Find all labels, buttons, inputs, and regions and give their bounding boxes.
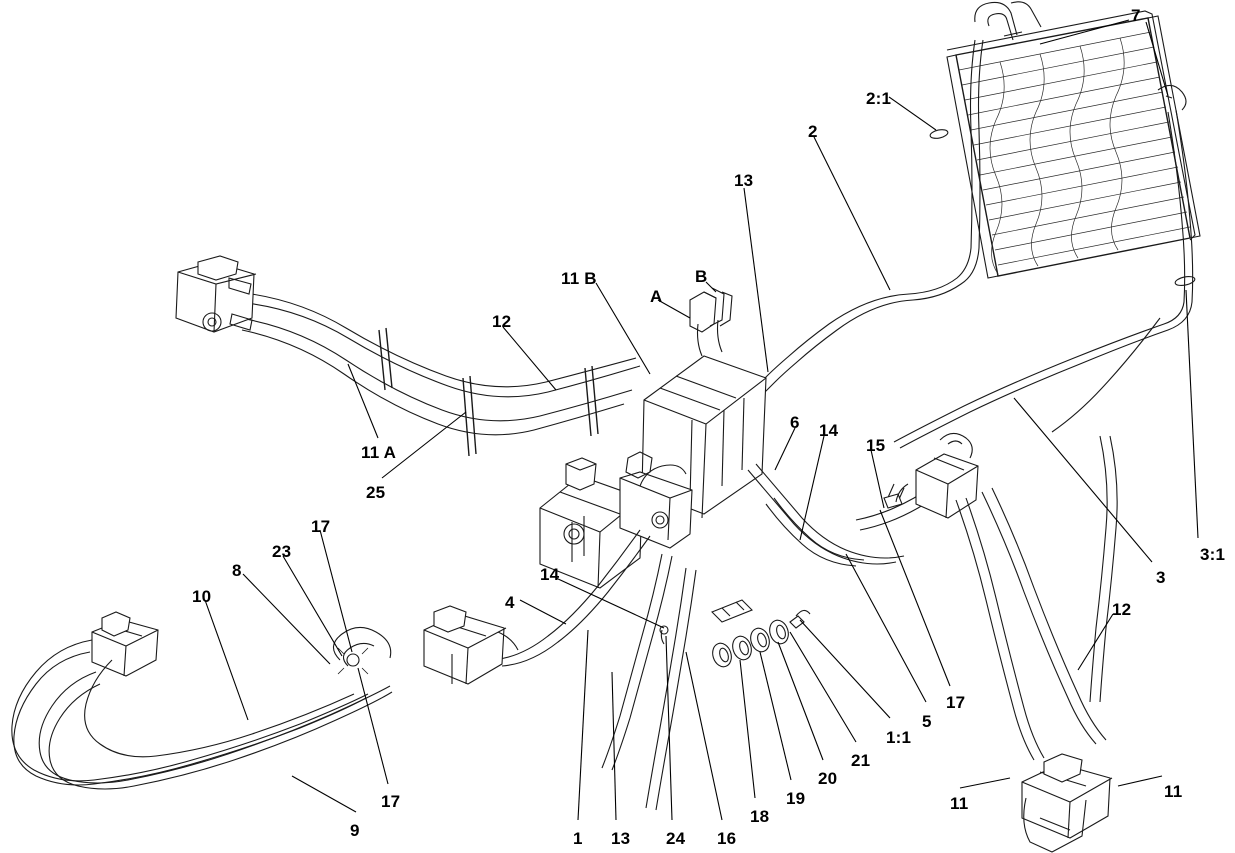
callout-13-bottom: 13 bbox=[611, 829, 631, 848]
callout-7: 7 bbox=[1131, 6, 1141, 25]
callout-20: 20 bbox=[818, 769, 838, 788]
callout-6: 6 bbox=[790, 413, 800, 432]
callout-17-a: 17 bbox=[311, 517, 331, 536]
callout-11-b: 11 B bbox=[561, 269, 597, 288]
callout-11-d: 11 bbox=[1164, 782, 1183, 801]
callout-4: 4 bbox=[505, 593, 515, 612]
callout-18: 18 bbox=[750, 807, 770, 826]
callout-16: 16 bbox=[717, 829, 737, 848]
callout-port-b: B bbox=[695, 267, 708, 286]
callout-17-b: 17 bbox=[946, 693, 966, 712]
lower-right-pump bbox=[1022, 754, 1112, 852]
callout-15: 15 bbox=[866, 436, 886, 455]
callout-port-a: A bbox=[650, 287, 663, 306]
left-top-pump bbox=[176, 256, 256, 332]
callout-13-top: 13 bbox=[734, 171, 754, 190]
callout-11-a: 11 A bbox=[361, 443, 397, 462]
hose-network bbox=[12, 40, 1196, 852]
callout-3-1: 3:1 bbox=[1200, 545, 1226, 564]
center-valve-stack bbox=[540, 288, 766, 588]
callout-2: 2 bbox=[808, 122, 818, 141]
callout-10: 10 bbox=[192, 587, 212, 606]
callout-17-c: 17 bbox=[381, 792, 401, 811]
callout-14-a: 14 bbox=[819, 421, 839, 440]
coupling-14 bbox=[712, 600, 752, 622]
oil-cooler bbox=[947, 2, 1200, 278]
callout-14-b: 14 bbox=[540, 565, 560, 584]
callout-24: 24 bbox=[666, 829, 686, 848]
callout-3: 3 bbox=[1156, 568, 1166, 587]
callout-25: 25 bbox=[366, 483, 386, 502]
callout-9: 9 bbox=[350, 821, 360, 840]
callout-1: 1 bbox=[573, 829, 583, 848]
callout-12-bottom: 12 bbox=[1112, 600, 1132, 619]
callout-1-1: 1:1 bbox=[886, 728, 912, 747]
callout-8: 8 bbox=[232, 561, 242, 580]
left-bottom-pump bbox=[92, 612, 158, 676]
right-manifold bbox=[896, 433, 978, 518]
callout-2-1: 2:1 bbox=[866, 89, 892, 108]
lower-left-valve bbox=[424, 606, 518, 684]
callout-19: 19 bbox=[786, 789, 806, 808]
callout-12-top: 12 bbox=[492, 312, 512, 331]
callout-5: 5 bbox=[922, 712, 932, 731]
swivel-fitting-23 bbox=[333, 627, 390, 674]
callout-21: 21 bbox=[851, 751, 871, 770]
callout-11-c: 11 bbox=[950, 794, 969, 813]
callout-23: 23 bbox=[272, 542, 292, 561]
